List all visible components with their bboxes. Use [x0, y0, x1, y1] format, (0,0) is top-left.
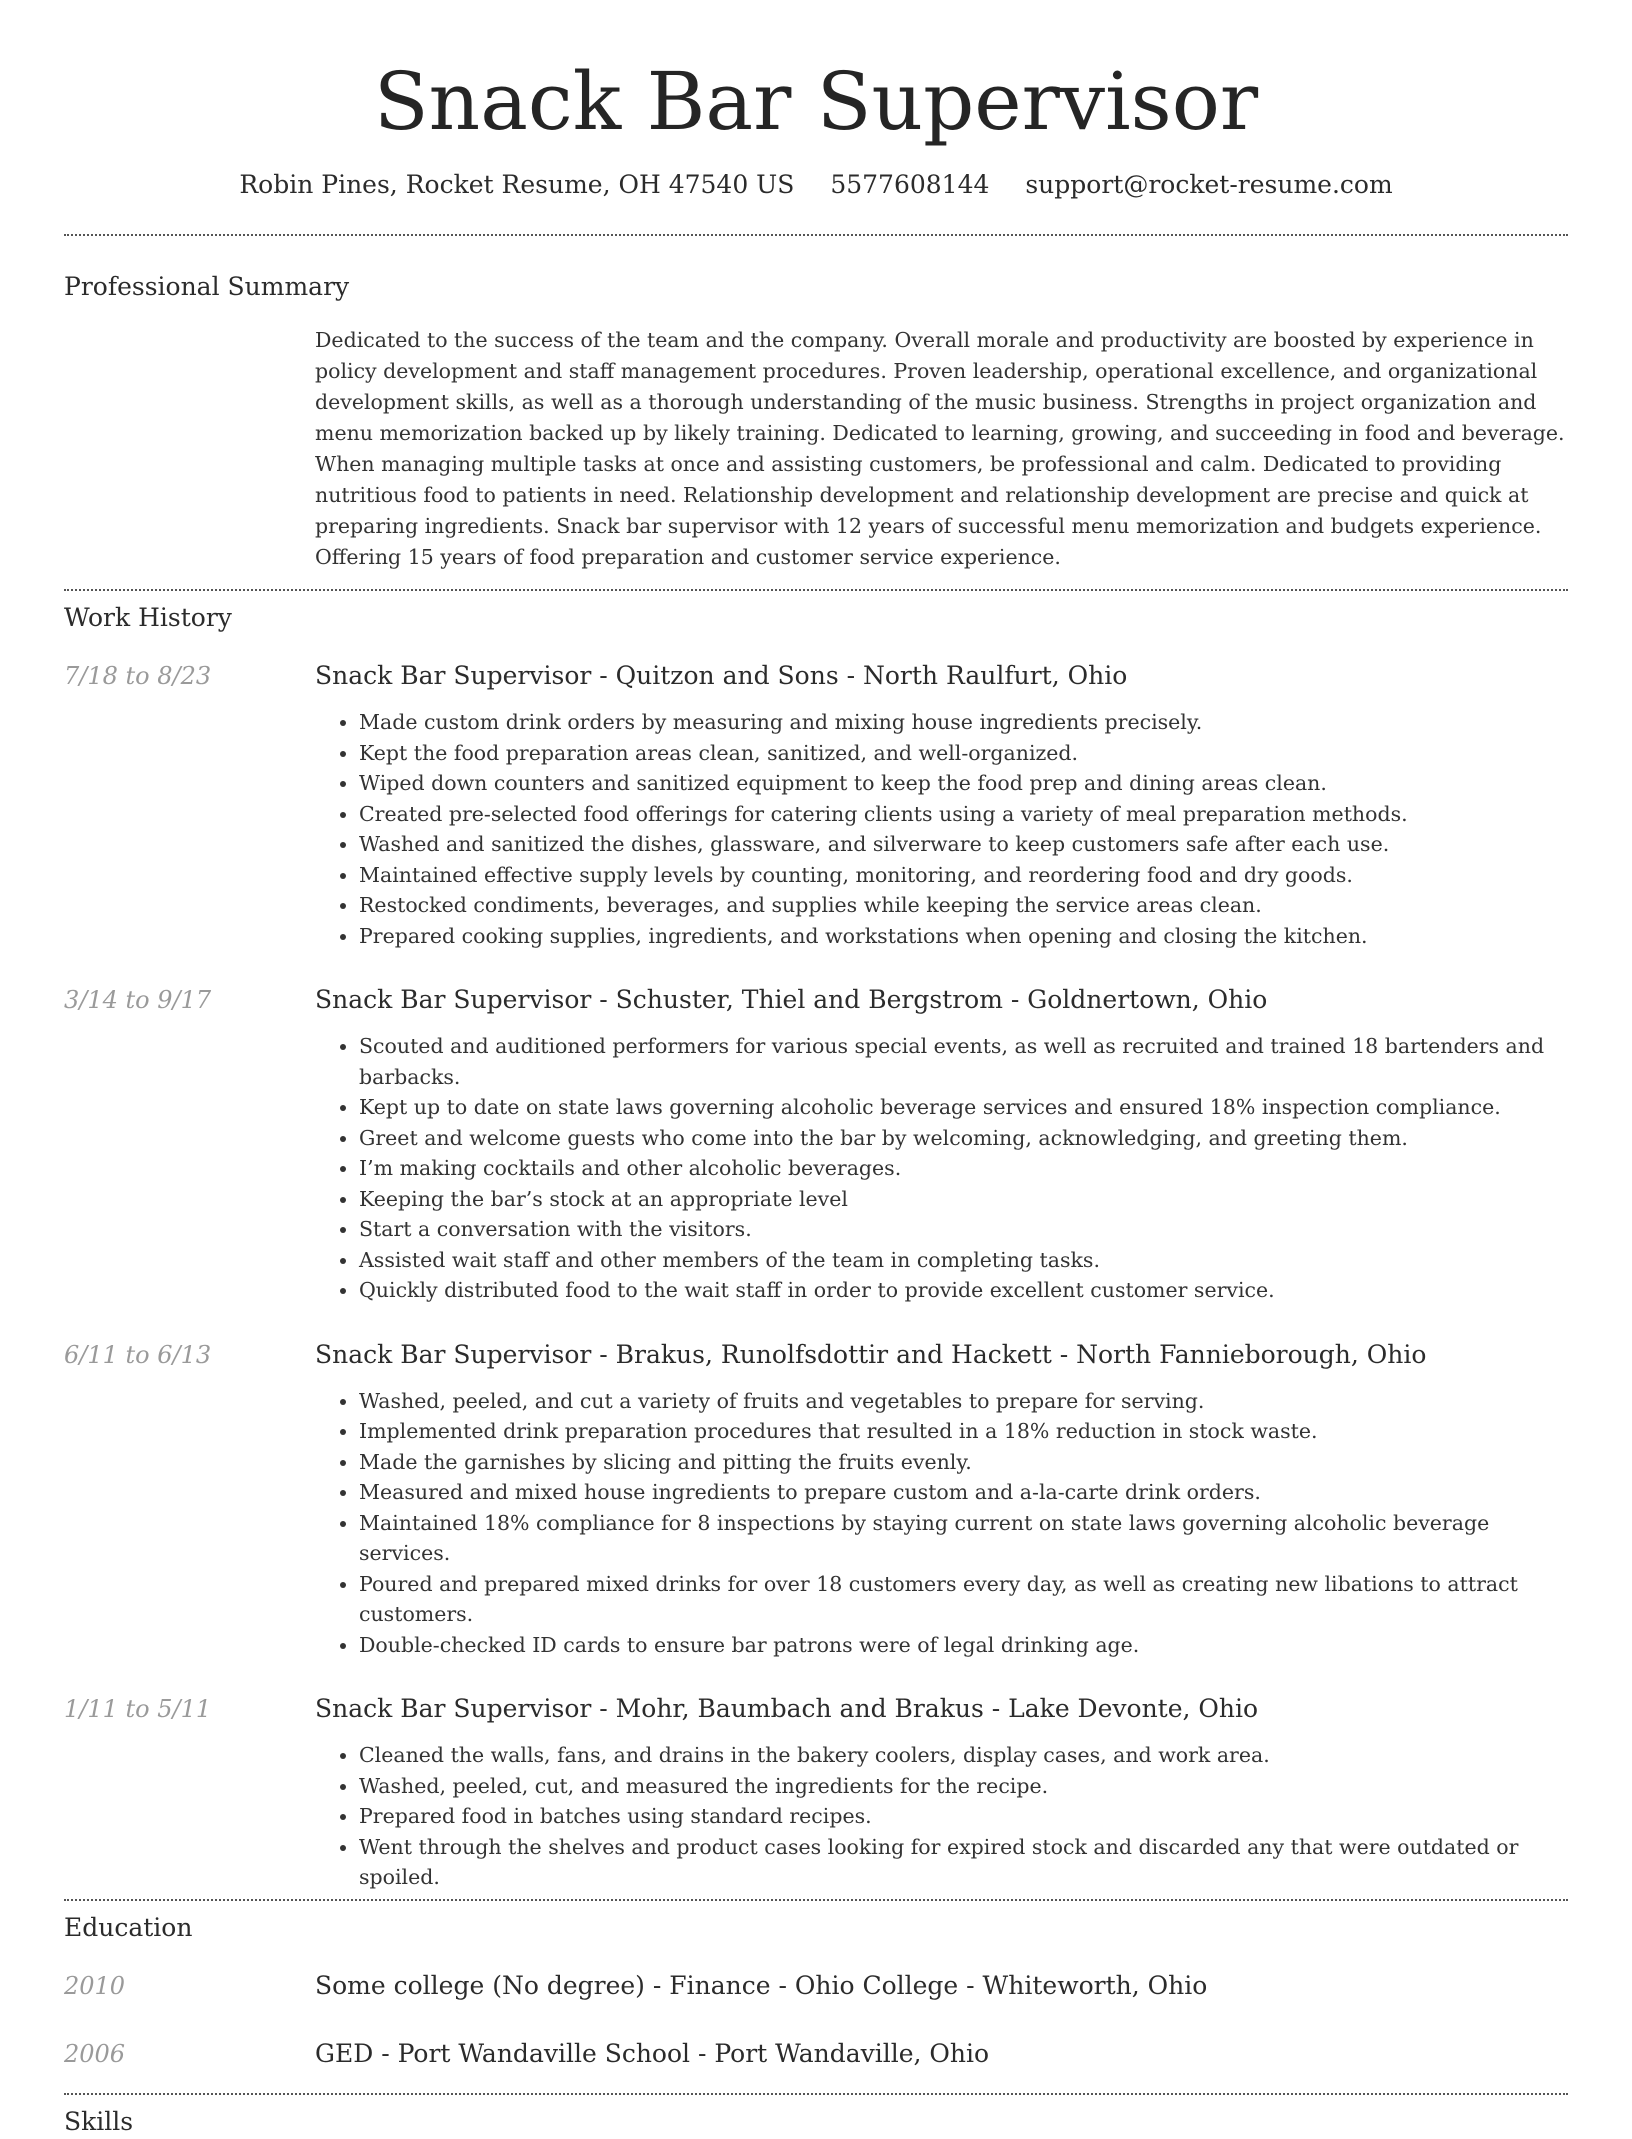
job-bullet: • Poured and prepared mixed drinks for over 18 customers every day, as well as creating new libations to attract customers. — [359, 1569, 1568, 1630]
job-heading: Snack Bar Supervisor - Schuster, Thiel and Bergstrom - Goldnertown, Ohio — [315, 985, 1268, 1014]
job-entry — [64, 1692, 1568, 1893]
education-year: 2010 — [64, 1971, 126, 2000]
job-bullet: • Scouted and auditioned performers for various special events, as well as recruited and trained 18 bartenders and barbacks. — [359, 1031, 1568, 1092]
education-heading: Some college (No degree) - Finance - Ohio College - Whiteworth, Ohio — [315, 1970, 1208, 2000]
job-bullets — [315, 707, 1568, 951]
job-dates: 3/14 to 9/17 — [64, 986, 212, 1014]
education-entry — [64, 2037, 1568, 2071]
job-bullet: • Restocked condiments, beverages, and supplies while keeping the service areas clean. — [359, 890, 1568, 921]
job-entry — [64, 1338, 1568, 1661]
section-title-work-history: Work History — [64, 603, 232, 632]
work-history-section — [64, 601, 1568, 1893]
education-entry — [64, 1969, 1568, 2003]
section-title-summary: Professional Summary — [64, 272, 350, 301]
job-bullet: • Maintained effective supply levels by counting, monitoring, and reordering food and dry goods. — [359, 860, 1568, 891]
section-title-skills: Skills — [64, 2106, 134, 2136]
job-bullet: • Wiped down counters and sanitized equipment to keep the food prep and dining areas clean. — [359, 768, 1568, 799]
job-bullet: • Kept the food preparation areas clean, sanitized, and well-organized. — [359, 738, 1568, 769]
education-heading: GED - Port Wandaville School - Port Wandaville, Ohio — [315, 2038, 990, 2068]
job-bullet: • Washed, peeled, and cut a variety of fruits and vegetables to prepare for serving. — [359, 1386, 1568, 1417]
divider — [64, 1899, 1568, 1901]
resume-name: Snack Bar Supervisor — [373, 55, 1259, 148]
job-bullets — [315, 1031, 1568, 1306]
job-dates: 7/18 to 8/23 — [64, 662, 212, 690]
education-year: 2006 — [64, 2039, 126, 2068]
job-bullet: • Prepared cooking supplies, ingredients, and workstations when opening and closing the kitchen. — [359, 921, 1568, 952]
skills-section — [64, 2105, 1568, 2139]
education-section — [64, 1911, 1568, 2071]
job-bullet: • Measured and mixed house ingredients to prepare custom and a-la-carte drink orders. — [359, 1477, 1568, 1508]
job-bullet: • Quickly distributed food to the wait staff in order to provide excellent customer service. — [359, 1275, 1568, 1306]
section-title-education: Education — [64, 1912, 193, 1942]
job-bullet: • I’m making cocktails and other alcoholic beverages. — [359, 1153, 1568, 1184]
job-bullet: • Made custom drink orders by measuring and mixing house ingredients precisely. — [359, 707, 1568, 738]
contact-phone: 5577608144 — [830, 170, 990, 199]
resume-page — [64, 0, 1568, 2139]
summary-text: Dedicated to the success of the team and the company. Overall morale and productivity are boosted by experience in policy development and staff management procedures. Proven leadership, operational excellence, and organizational development skills, as well as a thorough understanding of the music business. Strengths in project organization and menu memorization backed up by likely training. Dedicated to learning, growing, and succeeding in food and beverage. When managing multiple tasks at once and assisting customers, be professional and calm. Dedicated to providing nutritious food to patients in need. Relationship development and relationship development are precise and quick at preparing ingredients. Snack bar supervisor with 12 years of successful menu memorization and budgets experience. Offering 15 years of food preparation and customer service experience. — [315, 328, 1565, 569]
job-bullet: • Greet and welcome guests who come into the bar by welcoming, acknowledging, and greeting them. — [359, 1123, 1568, 1154]
job-bullet: • Went through the shelves and product cases looking for expired stock and discarded any that were outdated or spoiled. — [359, 1832, 1568, 1893]
summary-spacer — [64, 325, 315, 573]
job-entry — [64, 659, 1568, 951]
job-bullet: • Keeping the bar’s stock at an appropriate level — [359, 1184, 1568, 1215]
job-bullet: • Maintained 18% compliance for 8 inspections by staying current on state laws governing alcoholic beverage services. — [359, 1508, 1568, 1569]
job-bullet: • Washed, peeled, cut, and measured the ingredients for the recipe. — [359, 1771, 1568, 1802]
job-bullet: • Start a conversation with the visitors. — [359, 1214, 1568, 1245]
job-bullet: • Made the garnishes by slicing and pitting the fruits evenly. — [359, 1447, 1568, 1478]
divider — [64, 2093, 1568, 2095]
job-bullets — [315, 1386, 1568, 1661]
job-entry — [64, 983, 1568, 1306]
job-bullet: • Prepared food in batches using standard recipes. — [359, 1801, 1568, 1832]
job-bullets — [315, 1740, 1568, 1893]
job-dates: 1/11 to 5/11 — [64, 1695, 212, 1723]
job-bullet: • Washed and sanitized the dishes, glassware, and silverware to keep customers safe after each use. — [359, 829, 1568, 860]
job-heading: Snack Bar Supervisor - Brakus, Runolfsdottir and Hackett - North Fannieborough, Ohio — [315, 1339, 1427, 1369]
job-bullet: • Double-checked ID cards to ensure bar patrons were of legal drinking age. — [359, 1630, 1568, 1661]
job-dates: 6/11 to 6/13 — [64, 1340, 212, 1369]
job-bullet: • Cleaned the walls, fans, and drains in the bakery coolers, display cases, and work area. — [359, 1740, 1568, 1771]
job-bullet: • Assisted wait staff and other members of the team in completing tasks. — [359, 1245, 1568, 1276]
contact-address: Robin Pines, Rocket Resume, OH 47540 US — [239, 170, 795, 199]
job-heading: Snack Bar Supervisor - Mohr, Baumbach and Brakus - Lake Devonte, Ohio — [315, 1694, 1259, 1723]
contact-email: support@rocket-resume.com — [1025, 170, 1393, 199]
divider — [64, 234, 1568, 236]
contact-line — [64, 168, 1568, 202]
divider — [64, 589, 1568, 591]
job-bullet: • Kept up to date on state laws governing alcoholic beverage services and ensured 18% inspection compliance. — [359, 1092, 1568, 1123]
job-bullet: • Implemented drink preparation procedures that resulted in a 18% reduction in stock waste. — [359, 1416, 1568, 1447]
job-bullet: • Created pre-selected food offerings for catering clients using a variety of meal preparation methods. — [359, 799, 1568, 830]
job-heading: Snack Bar Supervisor - Quitzon and Sons - North Raulfurt, Ohio — [315, 661, 1128, 690]
summary-section — [64, 270, 1568, 573]
